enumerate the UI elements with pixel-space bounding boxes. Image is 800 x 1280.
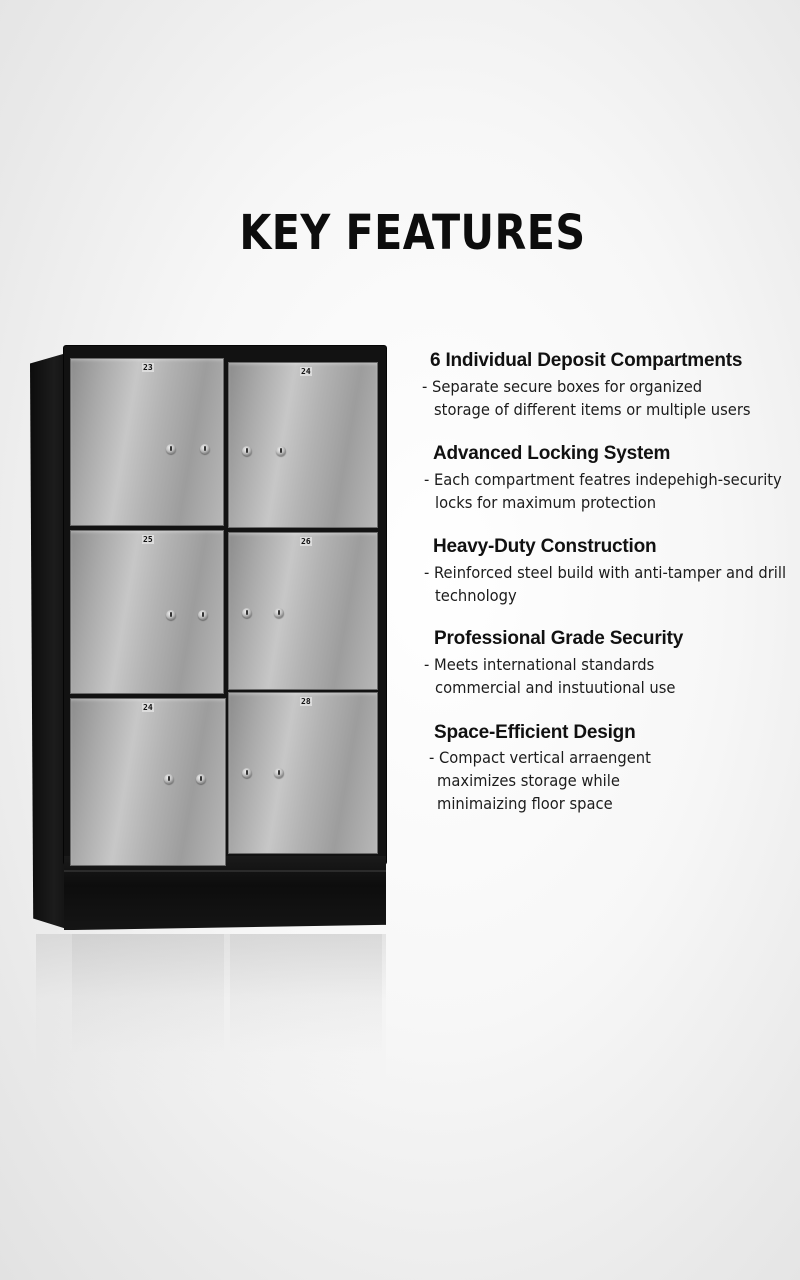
lock-icon <box>242 608 252 618</box>
compartment-number: 28 <box>301 697 311 706</box>
compartment-door-6 <box>228 692 378 854</box>
feature-text: - Compact vertical arraengent <box>429 748 651 767</box>
feature-text: - Reinforced steel build with anti-tamper and drill <box>424 563 787 582</box>
feature-text: technology <box>435 586 517 605</box>
feature-heading-design: Space-Efficient Design <box>434 722 636 743</box>
cabinet-floor-reflection <box>36 934 386 1094</box>
page-title: KEY FEATURES <box>239 205 586 261</box>
feature-text: storage of different items or multiple users <box>434 400 751 419</box>
compartment-door-1 <box>70 358 224 526</box>
feature-text: maximizes storage while <box>437 771 620 790</box>
lock-icon <box>166 444 176 454</box>
feature-text: - Meets international standards <box>424 655 655 674</box>
feature-heading-compartments: 6 Individual Deposit Compartments <box>430 350 743 371</box>
lock-icon <box>200 444 210 454</box>
cabinet-plinth-edge <box>64 870 386 872</box>
feature-text: locks for maximum protection <box>435 493 657 512</box>
lock-icon <box>274 608 284 618</box>
cabinet-plinth <box>64 856 386 930</box>
lock-icon <box>198 610 208 620</box>
deposit-box-cabinet <box>30 346 386 932</box>
lock-icon <box>166 610 176 620</box>
lock-icon <box>274 768 284 778</box>
compartment-number: 23 <box>143 363 153 372</box>
compartment-number: 25 <box>143 535 153 544</box>
feature-heading-locking: Advanced Locking System <box>433 443 671 464</box>
compartment-door-5 <box>70 698 226 866</box>
compartment-door-3 <box>70 530 224 694</box>
feature-text: minimaizing floor space <box>437 794 613 813</box>
lock-icon <box>164 774 174 784</box>
compartment-number: 26 <box>301 537 311 546</box>
compartment-number: 24 <box>301 367 311 376</box>
lock-icon <box>196 774 206 784</box>
feature-heading-construction: Heavy-Duty Construction <box>433 536 657 557</box>
lock-icon <box>242 768 252 778</box>
feature-text: - Each compartment featres indepehigh-security <box>424 470 782 489</box>
compartment-number: 24 <box>143 703 153 712</box>
lock-icon <box>276 446 286 456</box>
lock-icon <box>242 446 252 456</box>
feature-heading-security: Professional Grade Security <box>434 628 684 649</box>
feature-text: commercial and instuutional use <box>435 678 676 697</box>
compartment-door-4 <box>228 532 378 690</box>
compartment-door-2 <box>228 362 378 528</box>
feature-text: - Separate secure boxes for organized <box>422 377 703 396</box>
